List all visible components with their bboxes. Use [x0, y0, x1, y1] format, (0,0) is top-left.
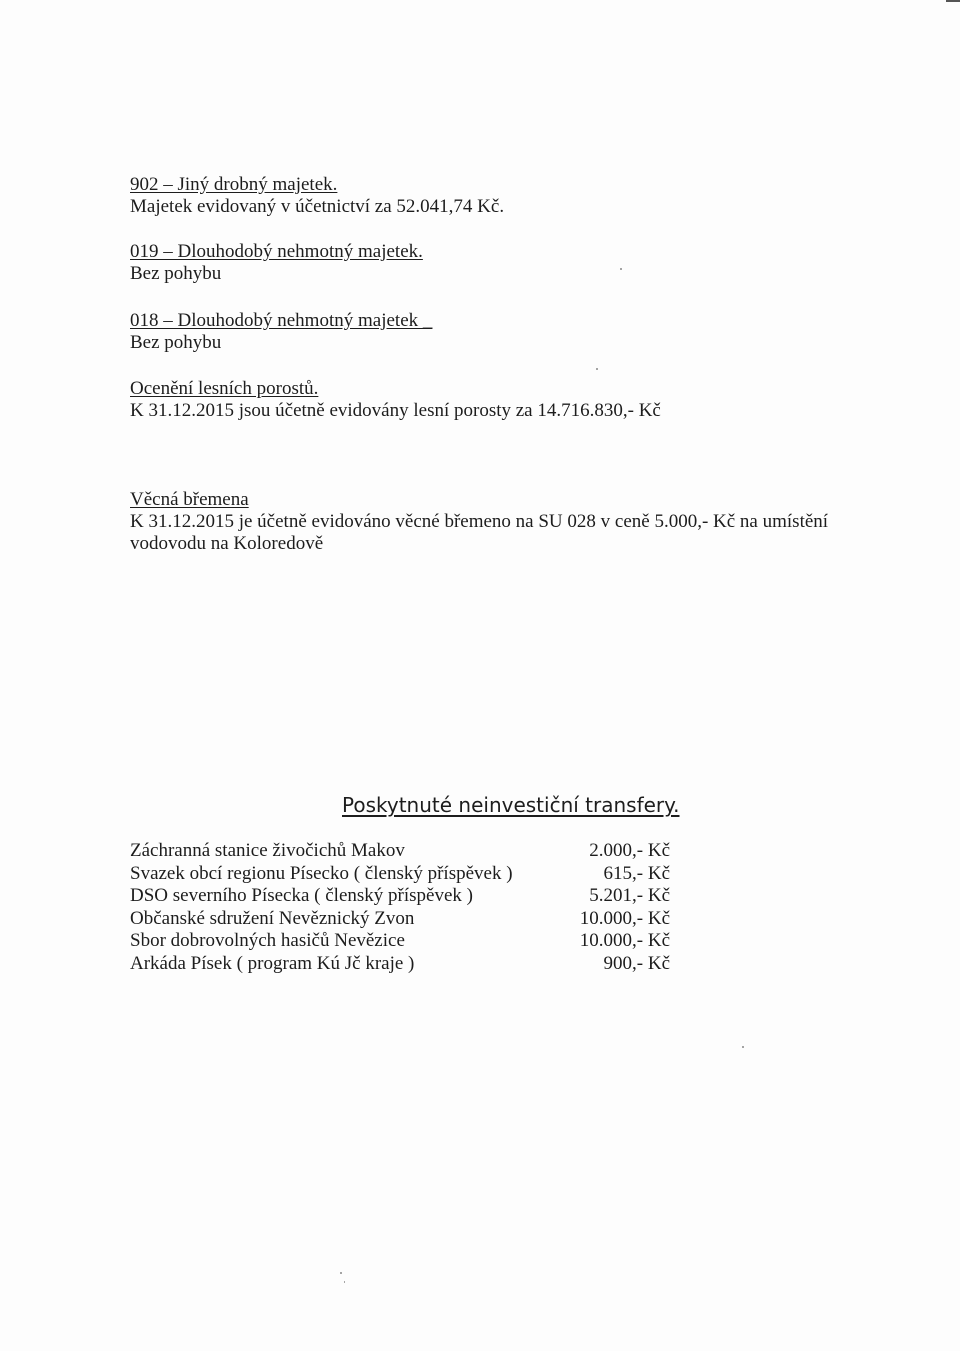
transfer-name: Sbor dobrovolných hasičů Nevězice — [130, 930, 405, 951]
account-heading: 019 – Dlouhodobý nehmotný majetek. — [130, 241, 423, 262]
forest-valuation — [130, 378, 661, 422]
scan-speck — [340, 1272, 342, 1274]
account-text: vodovodu na Koloredově — [130, 533, 324, 554]
transfers-list — [130, 840, 670, 975]
scan-speck — [596, 368, 598, 370]
account-heading: 018 – Dlouhodobý nehmotný majetek _ — [130, 310, 433, 331]
transfer-row — [130, 885, 670, 908]
transfers-title: Poskytnuté neinvestiční transfery. — [342, 793, 680, 817]
transfer-row — [130, 953, 670, 976]
scan-speck — [620, 268, 622, 270]
transfer-row — [130, 908, 670, 931]
transfer-name: Záchranná stanice živočichů Makov — [130, 840, 405, 861]
scan-speck — [742, 1046, 744, 1048]
account-text: K 31.12.2015 jsou účetně evidovány lesní porosty za 14.716.830,- Kč — [130, 400, 661, 421]
account-text: Majetek evidovaný v účetnictví za 52.041,74 Kč. — [130, 196, 505, 217]
easements — [130, 489, 828, 555]
transfer-name: Svazek obcí regionu Písecko ( členský příspěvek ) — [130, 862, 513, 884]
scan-speck — [344, 1281, 345, 1283]
account-text: K 31.12.2015 je účetně evidováno věcné břemeno na SU 028 v ceně 5.000,- Kč na umístění — [130, 511, 829, 532]
account-018 — [130, 310, 432, 354]
transfer-amount: 2.000,- Kč — [589, 840, 670, 861]
scan-edge-mark — [946, 0, 960, 2]
account-019 — [130, 241, 423, 285]
transfer-row — [130, 840, 670, 863]
account-902 — [130, 174, 504, 218]
transfer-amount: 10.000,- Kč — [579, 907, 670, 929]
account-heading: Ocenění lesních porostů. — [130, 378, 319, 399]
transfer-amount: 5.201,- Kč — [589, 885, 670, 906]
account-text: Bez pohybu — [130, 332, 222, 353]
transfer-row — [130, 863, 670, 886]
transfer-amount: 10.000,- Kč — [579, 930, 670, 951]
account-heading: Věcná břemena — [130, 489, 249, 510]
transfer-amount: 900,- Kč — [603, 952, 670, 974]
transfer-name: DSO severního Písecka ( členský příspěvek ) — [130, 885, 473, 906]
transfer-name: Arkáda Písek ( program Kú Jč kraje ) — [130, 952, 415, 974]
transfer-name: Občanské sdružení Nevěznický Zvon — [130, 907, 415, 929]
transfer-amount: 615,- Kč — [603, 862, 670, 884]
account-heading: 902 – Jiný drobný majetek. — [130, 174, 338, 195]
transfer-row — [130, 930, 670, 953]
account-text: Bez pohybu — [130, 263, 222, 284]
